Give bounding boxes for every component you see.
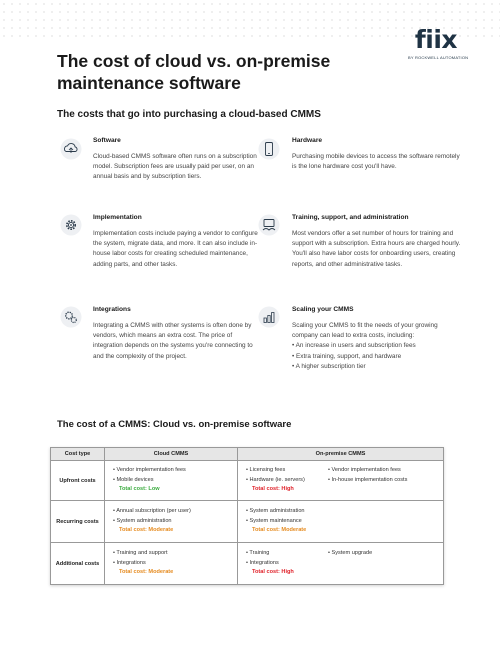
section-subtitle: The costs that go into purchasing a cloud-based CMMS <box>57 109 321 120</box>
cost-item: • Training <box>246 550 270 557</box>
cost-item: • In-house implementation costs <box>328 476 408 483</box>
item-body: Implementation costs include paying a vendor to configure the system, migrate data, and more. It can also include in-house labor costs for creating scheduled maintenance, adding parts, and other tasks. <box>93 230 258 268</box>
on-premise-cell <box>238 543 444 585</box>
table-row <box>51 501 444 543</box>
cloud-software-icon <box>60 138 82 160</box>
item-title: Integrations <box>93 306 131 313</box>
cost-item: • Training and support <box>113 550 168 557</box>
table-row <box>51 543 444 585</box>
fiix-logo <box>408 25 469 60</box>
cost-item: • System upgrade <box>328 550 373 557</box>
cost-item: • Mobile devices <box>113 476 154 483</box>
cost-item: • System administration <box>113 517 172 524</box>
total-cost-label: Total cost: High <box>252 569 294 576</box>
total-cost-label: Total cost: Low <box>119 486 160 493</box>
total-cost-label: Total cost: Moderate <box>119 569 174 576</box>
list-item: • Extra training, support, and hardware <box>292 352 402 360</box>
item-body: Cloud-based CMMS software often runs on a subscription model. Subscription fees are usually paid per user, on an annual basis and by subscription tiers. <box>93 153 257 181</box>
item-integrations <box>93 306 263 362</box>
gear-implementation-icon <box>60 214 82 236</box>
cost-item: • System administration <box>246 508 305 515</box>
cost-item: • Hardware (ie. servers) <box>246 476 305 483</box>
item-title: Implementation <box>93 214 142 221</box>
logo-subtitle: BY ROCKWELL AUTOMATION <box>408 55 469 60</box>
cloud-cell <box>105 501 238 543</box>
training-support-icon <box>258 214 280 236</box>
item-implementation <box>93 214 263 270</box>
comparison-table <box>50 447 444 585</box>
header-cloud: Cloud CMMS <box>105 448 238 461</box>
cost-item: • Integrations <box>113 559 146 566</box>
item-training <box>292 214 462 270</box>
list-item: • A higher subscription tier <box>292 362 366 370</box>
item-title: Training, support, and administration <box>292 214 409 221</box>
cloud-cell <box>105 543 238 585</box>
scaling-bullet-list <box>292 341 462 372</box>
comparison-title: The cost of a CMMS: Cloud vs. on-premise software <box>57 419 292 430</box>
table-header-row <box>51 448 444 461</box>
item-body: Purchasing mobile devices to access the software remotely is the lone hardware cost you'll have. <box>292 153 460 171</box>
cost-item: • Licensing fees <box>246 467 286 474</box>
table-row <box>51 461 444 501</box>
total-cost-label: Total cost: Moderate <box>119 527 174 534</box>
item-hardware <box>292 137 462 172</box>
logo-wordmark: fiix <box>414 25 458 54</box>
row-label: Upfront costs <box>51 461 105 501</box>
row-label: Additional costs <box>51 543 105 585</box>
item-body: Scaling your CMMS to fit the needs of your growing company can lead to extra costs, including: <box>292 322 438 340</box>
cost-item: • Annual subscription (per user) <box>113 508 191 515</box>
item-title: Hardware <box>292 137 323 144</box>
total-cost-label: Total cost: Moderate <box>252 527 307 534</box>
list-item: • An increase in users and subscription fees <box>292 342 416 350</box>
item-title: Scaling your CMMS <box>292 306 354 313</box>
scaling-icon <box>258 306 280 328</box>
cost-item: • Vendor implementation fees <box>328 467 401 474</box>
item-body: Most vendors offer a set number of hours for training and support with a subscription. Extra hours are charged hourly. You'll also have labor costs for onboarding users, creating reports, and other administrative tasks. <box>292 230 461 268</box>
on-premise-cell <box>238 501 444 543</box>
cost-item: • Vendor implementation fees <box>113 467 186 474</box>
on-premise-cell <box>238 461 444 501</box>
item-title: Software <box>93 137 121 144</box>
total-cost-label: Total cost: High <box>252 486 294 493</box>
page-title: The cost of cloud vs. on-premise maintenance software <box>57 51 331 93</box>
header-cost-type: Cost type <box>51 448 105 461</box>
item-body: Integrating a CMMS with other systems is often done by vendors, which means an extra cost. The price of integration depends on the systems you're connecting to and the complexity of the project. <box>93 322 253 360</box>
item-scaling <box>292 306 462 372</box>
cost-item: • Integrations <box>246 559 279 566</box>
cost-item: • System maintenance <box>246 517 302 524</box>
row-label: Recurring costs <box>51 501 105 543</box>
item-software <box>93 137 263 183</box>
mobile-device-icon <box>258 138 280 160</box>
integration-gears-icon <box>60 306 82 328</box>
cloud-cell <box>105 461 238 501</box>
header-on-premise: On-premise CMMS <box>238 448 444 461</box>
